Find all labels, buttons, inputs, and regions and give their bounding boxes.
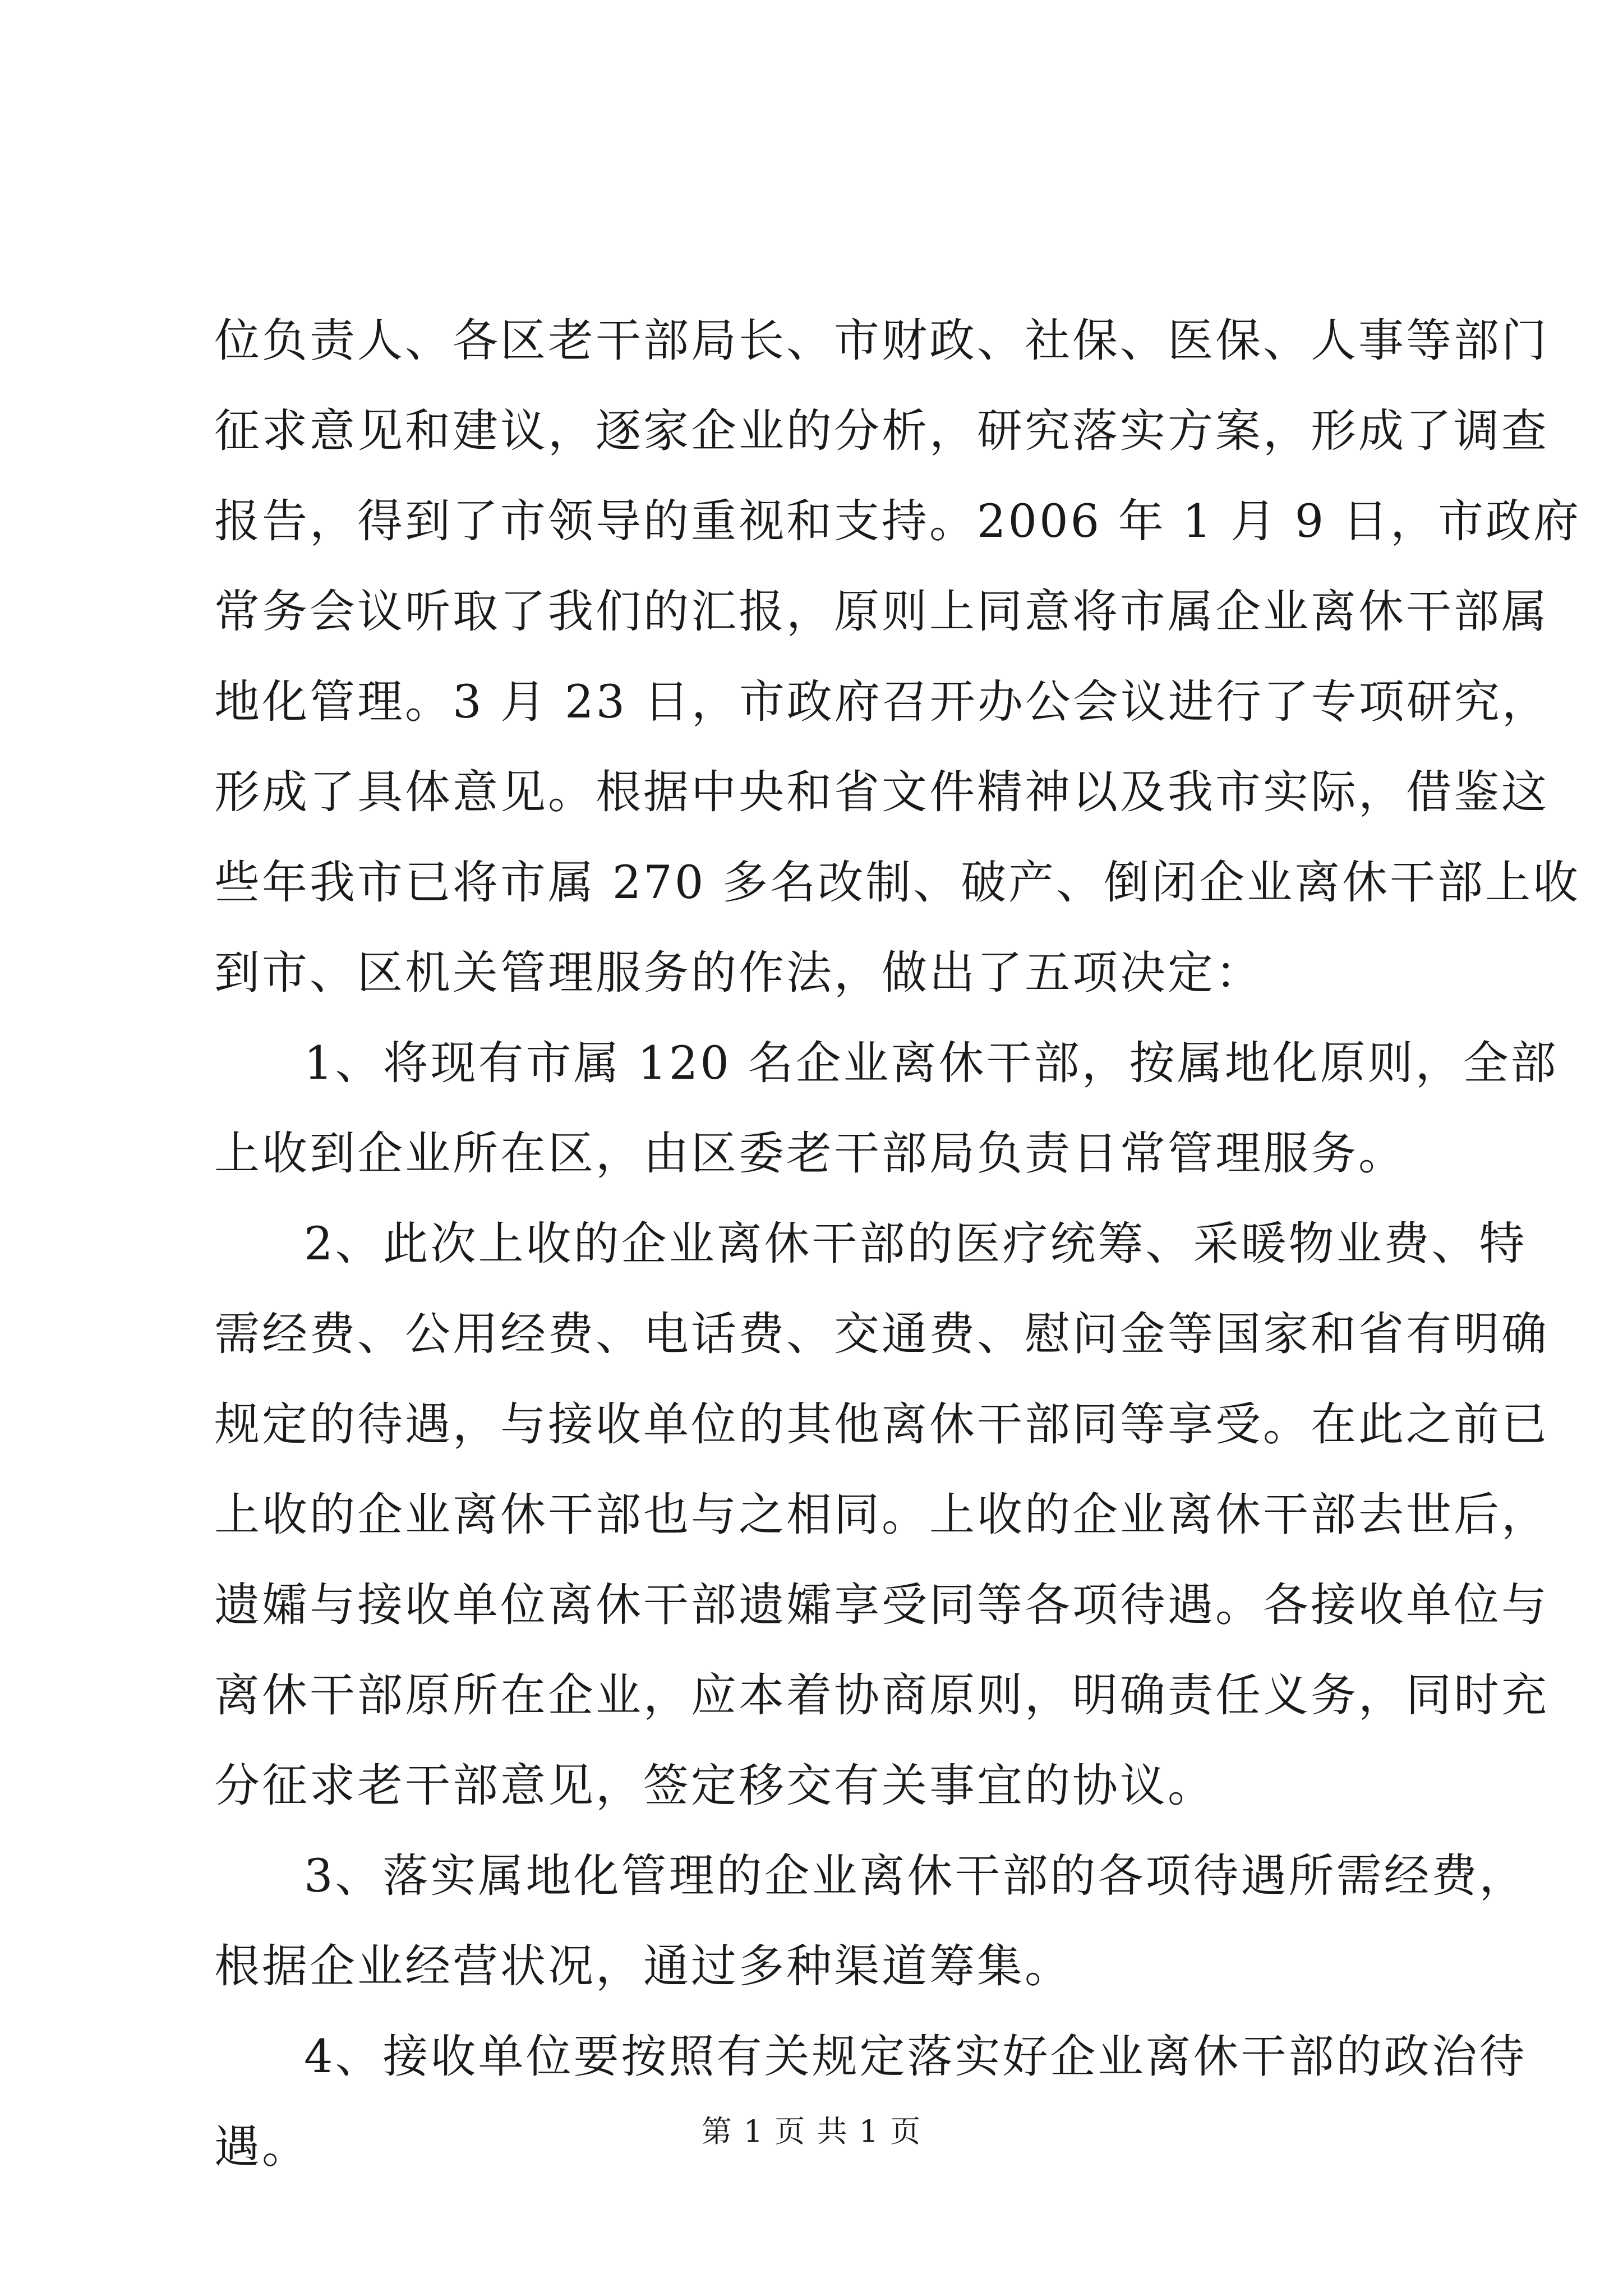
text-line: 遗孀与接收单位离休干部遗孀享受同等各项待遇。各接收单位与 — [214, 1579, 1550, 1632]
page-footer — [0, 2109, 1623, 2154]
document-body — [214, 296, 1581, 2193]
text-line: 报告，得到了市领导的重视和支持。2006 年 1 月 9 日，市政府 — [214, 495, 1581, 548]
text-line: 分征求老干部意见，签定移交有关事宜的协议。 — [214, 1760, 1216, 1812]
text-line: 根据企业经营状况，通过多种渠道筹集。 — [214, 1940, 1073, 1993]
page-number-label: 第 1 页 共 1 页 — [701, 2114, 922, 2149]
text-line: 需经费、公用经费、电话费、交通费、慰问金等国家和省有明确 — [214, 1308, 1550, 1361]
list-item-3-first-line: 3、落实属地化管理的企业离休干部的各项待遇所需经费， — [304, 1850, 1527, 1903]
text-line: 上收的企业离休干部也与之相同。上收的企业离休干部去世后， — [214, 1489, 1550, 1542]
text-line: 常务会议听取了我们的汇报，原则上同意将市属企业离休干部属 — [214, 586, 1550, 638]
text-line: 地化管理。3 月 23 日，市政府召开办公会议进行了专项研究， — [214, 676, 1550, 729]
text-line: 遇。 — [214, 2121, 310, 2174]
text-line: 形成了具体意见。根据中央和省文件精神以及我市实际，借鉴这 — [214, 766, 1550, 819]
list-item-1-first-line: 1、将现有市属 120 名企业离休干部，按属地化原则，全部 — [304, 1037, 1559, 1090]
text-line: 征求意见和建议，逐家企业的分析，研究落实方案，形成了调查 — [214, 405, 1550, 458]
text-line: 到市、区机关管理服务的作法，做出了五项决定： — [214, 947, 1264, 1000]
list-item-2-first-line: 2、此次上收的企业离休干部的医疗统筹、采暖物业费、特 — [304, 1218, 1527, 1271]
text-line: 上收到企业所在区，由区委老干部局负责日常管理服务。 — [214, 1128, 1407, 1180]
list-item-4-first-line: 4、接收单位要按照有关规定落实好企业离休干部的政治待 — [304, 2031, 1527, 2083]
text-line: 离休干部原所在企业，应本着协商原则，明确责任义务，同时充 — [214, 1669, 1550, 1722]
text-line: 些年我市已将市属 270 多名改制、破产、倒闭企业离休干部上收 — [214, 857, 1581, 909]
text-line: 位负责人、各区老干部局长、市财政、社保、医保、人事等部门 — [214, 315, 1550, 367]
text-line: 规定的待遇，与接收单位的其他离休干部同等享受。在此之前已 — [214, 1398, 1550, 1451]
